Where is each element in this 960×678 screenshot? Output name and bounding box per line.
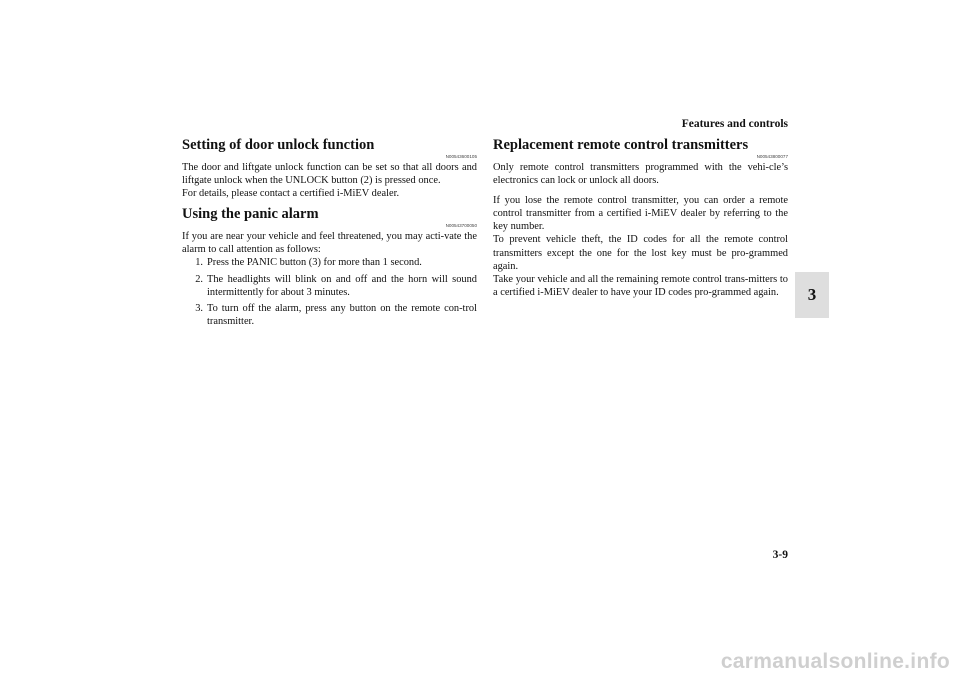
section-heading: Setting of door unlock function: [182, 137, 375, 153]
section-code: N00543600105: [445, 154, 477, 159]
watermark-text: carmanualsonline.info: [720, 650, 950, 673]
step-number: 3.: [195, 302, 203, 314]
section-code: N00543800077: [756, 154, 788, 159]
step-number: 2.: [195, 273, 203, 285]
body-text: If you are near your vehicle and feel threatened, you may acti-vate the alarm to call attention as follows:: [182, 231, 477, 256]
running-header-title: Features and controls: [681, 118, 788, 130]
section-heading: Replacement remote control transmitters: [493, 137, 749, 153]
step-item: [182, 302, 477, 328]
page-number: 3-9: [772, 549, 788, 561]
step-text: The headlights will blink on and off and the horn will sound intermittently for about 3 minutes.: [207, 273, 477, 298]
left-column: [182, 137, 477, 334]
body-text: For details, please contact a certified i-MiEV dealer.: [182, 188, 400, 200]
body-text: If you lose the remote control transmitter, you can order a remote control transmitter from a certified i-MiEV dealer by referring to the key number.: [493, 195, 788, 233]
chapter-tab: 3: [795, 272, 829, 318]
body-text: Only remote control transmitters programmed with the vehi-cle’s electronics can lock or unlock all doors.: [493, 162, 788, 187]
step-item: [182, 256, 477, 269]
section-heading: Using the panic alarm: [182, 206, 319, 223]
section-replacement-transmitters: [493, 137, 788, 299]
step-number: 1.: [195, 257, 203, 269]
section-panic-alarm: [182, 206, 477, 328]
step-list: [182, 256, 477, 327]
body-text: The door and liftgate unlock function can be set so that all doors and liftgate unlock when the UNLOCK button (2) is pressed once.: [182, 162, 477, 187]
right-column: [493, 137, 788, 305]
section-code: N00543700050: [445, 223, 477, 229]
step-item: [182, 273, 477, 299]
step-text: Press the PANIC button (3) for more than 1 second.: [207, 257, 422, 269]
section-door-unlock: [182, 137, 477, 200]
body-text: Take your vehicle and all the remaining remote control trans-mitters to a certified i-MiEV dealer to have your ID codes pro-grammed again.: [493, 273, 788, 298]
body-text: To prevent vehicle theft, the ID codes for all the remote control transmitters except the one for the lost key must be pro-grammed again.: [493, 234, 788, 272]
step-text: To turn off the alarm, press any button on the remote con-trol transmitter.: [207, 302, 477, 327]
